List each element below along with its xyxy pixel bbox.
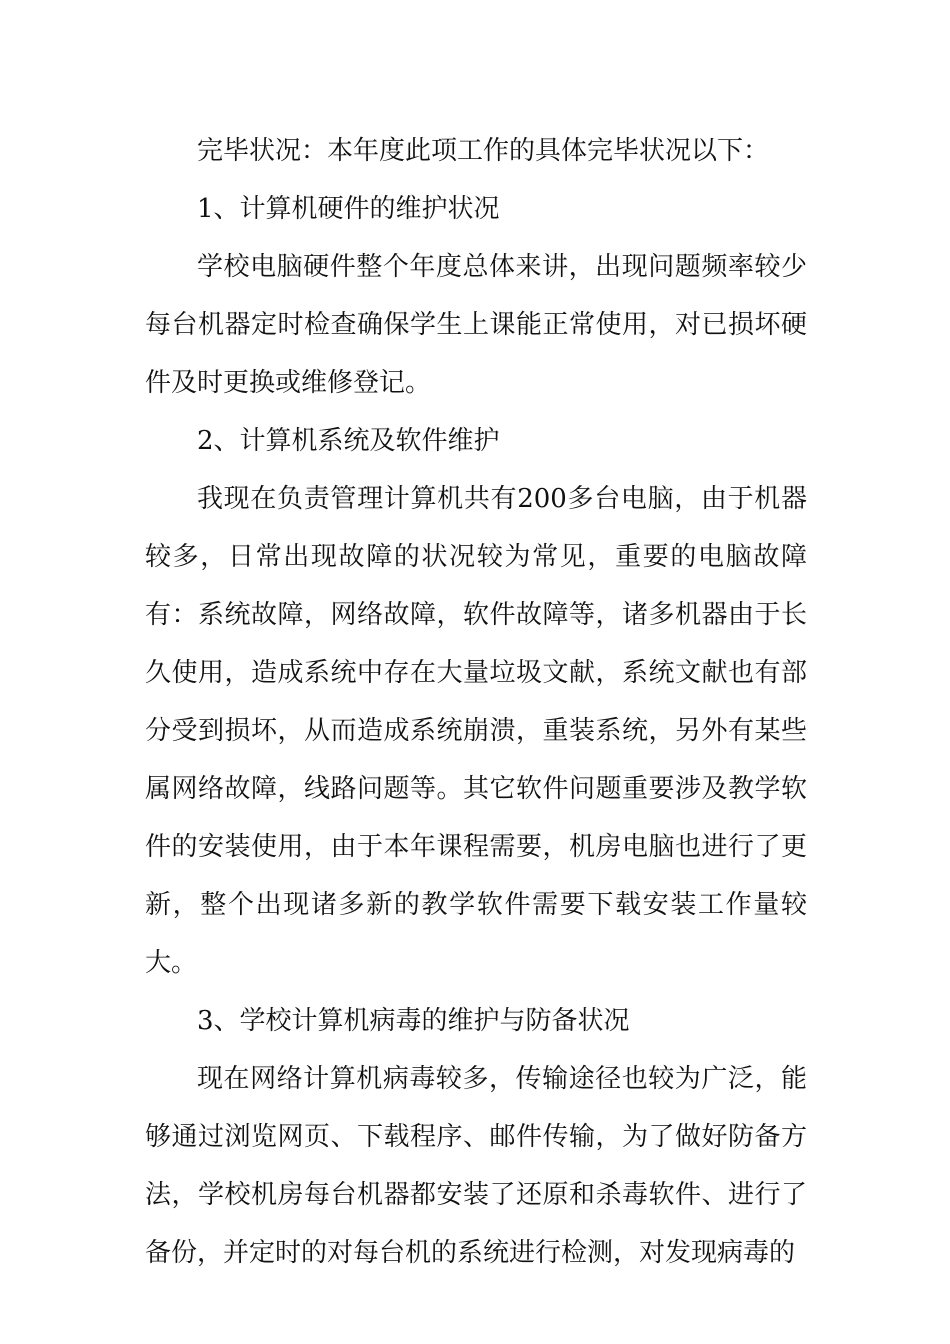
software-paragraph: 我现在负责管理计算机共有200多台电脑，由于机器较多，日常出现故障的状况较为常见，重要的电脑故障有：系统故障，网络故障，软件故障等，诸多机器由于长久使用，造成系统中存在大量垃圾文献，系统文献也有部分受到损坏，从而造成系统崩溃，重装系统，另外有某些属网络故障，线路问题等。其它软件问题重要涉及教学软件的安装使用，由于本年课程需要，机房电脑也进行了更新，整个出现诸多新的教学软件需要下载安装工作量较大。 (145, 484, 807, 978)
section-heading-hardware: 1、计算机硬件的维护状况 (197, 194, 500, 224)
section-heading-software: 2、计算机系统及软件维护 (197, 426, 500, 456)
hardware-paragraph: 学校电脑硬件整个年度总体来讲，出现问题频率较少每台机器定时检查确保学生上课能正常使用，对已损坏硬件及时更换或维修登记。 (145, 252, 807, 398)
document-page (145, 122, 807, 1282)
virus-paragraph: 现在网络计算机病毒较多，传输途径也较为广泛，能够通过浏览网页、下载程序、邮件传输，为了做好防备方法，学校机房每台机器都安装了还原和杀毒软件、进行了备份，并定时的对每台机的系统进行检测，对发现病毒的 (145, 1064, 807, 1268)
section-heading-virus: 3、学校计算机病毒的维护与防备状况 (197, 1006, 630, 1036)
summary-intro-paragraph: 完毕状况：本年度此项工作的具体完毕状况以下： (197, 136, 770, 166)
